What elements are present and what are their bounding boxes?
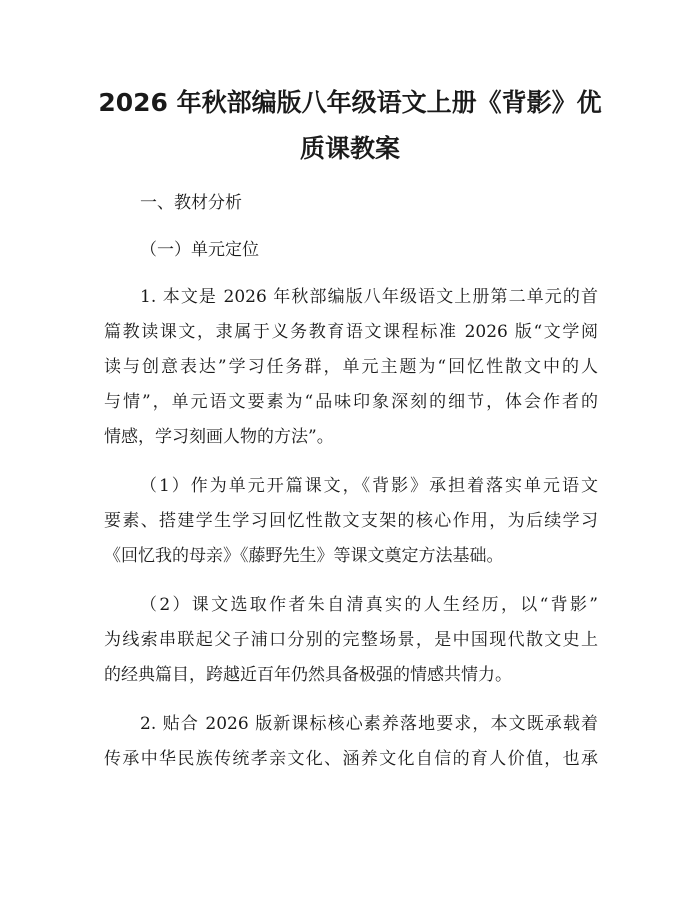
paragraph-1-line-1: 1. 本文是 2026 年秋部编版八年级语文上册第二单元的首: [140, 287, 598, 307]
subsection-heading-unit-position: （一）单元定位: [140, 240, 259, 260]
paragraph-4-line-1: 2. 贴合 2026 版新课标核心素养落地要求，本文既承载着: [140, 714, 598, 734]
paragraph-3-line-2: 为线索串联起父子浦口分别的完整场景，是中国现代散文史上: [104, 630, 598, 650]
document-title-line-2: 质课教案: [299, 134, 400, 163]
paragraph-1-line-2: 篇教读课文，隶属于义务教育语文课程标准 2026 版“文学阅: [104, 322, 598, 342]
paragraph-3-line-1: （2）课文选取作者朱自清真实的人生经历，以“背影”: [140, 595, 598, 615]
paragraph-1-line-5: 情感，学习刻画人物的方法”。: [104, 427, 334, 447]
paragraph-4-line-2: 传承中华民族传统孝亲文化、涵养文化自信的育人价值，也承: [104, 749, 598, 769]
paragraph-1-line-3: 读与创意表达”学习任务群，单元主题为“回忆性散文中的人: [104, 357, 598, 377]
paragraph-2-line-3: 《回忆我的母亲》《藤野先生》等课文奠定方法基础。: [104, 546, 504, 566]
paragraph-1-line-4: 与情”，单元语文要素为“品味印象深刻的细节，体会作者的: [104, 392, 598, 412]
document-title-line-1: 2026 年秋部编版八年级语文上册《背影》优: [98, 88, 602, 117]
paragraph-2-line-2: 要素、搭建学生学习回忆性散文支架的核心作用，为后续学习: [104, 511, 598, 531]
paragraph-2-line-1: （1）作为单元开篇课文，《背影》承担着落实单元语文: [140, 476, 598, 496]
section-heading-textbook-analysis: 一、教材分析: [140, 193, 242, 213]
paragraph-3-line-3: 的经典篇目，跨越近百年仍然具备极强的情感共情力。: [104, 665, 512, 685]
